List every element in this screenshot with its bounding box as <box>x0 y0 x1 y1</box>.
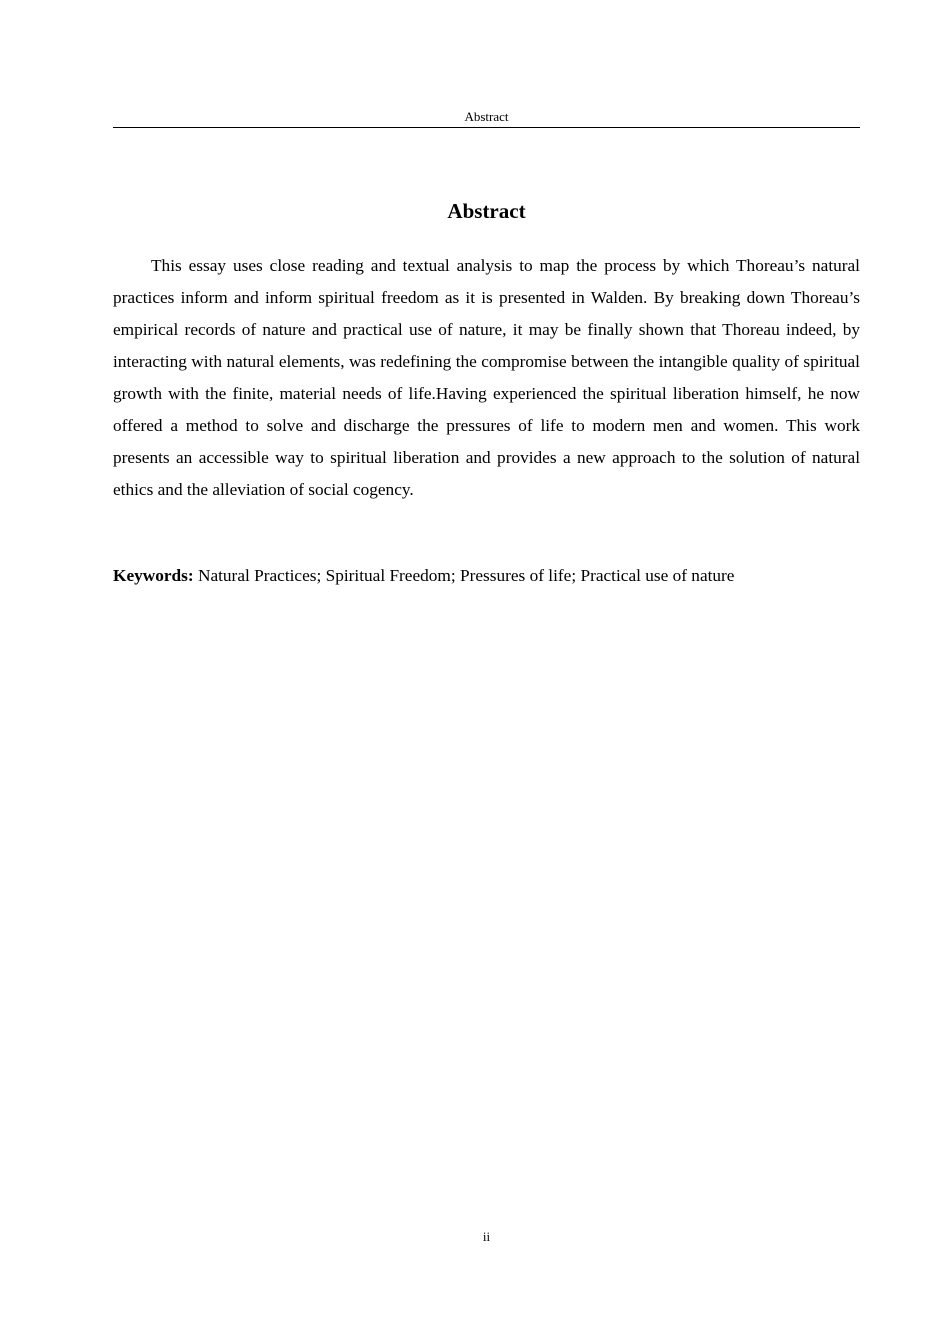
keywords-list: Natural Practices; Spiritual Freedom; Pressures of life; Practical use of nature <box>197 566 735 585</box>
keywords-line <box>113 561 860 591</box>
keywords-label: Keywords: <box>113 566 194 585</box>
abstract-body: This essay uses close reading and textual analysis to map the process by which Thoreau’s natural practices inform and inform spiritual freedom as it is presented in Walden. By breaking down Thoreau’s empirical records of nature and practical use of nature, it may be finally shown that Thoreau indeed, by interacting with natural elements, was redefining the compromise between the intangible quality of spiritual growth with the finite, material needs of life.Having experienced the spiritual liberation himself, he now offered a method to solve and discharge the pressures of life to modern men and women. This work presents an accessible way to spiritual liberation and provides a new approach to the solution of natural ethics and the alleviation of social cogency. <box>113 256 860 499</box>
page-title: Abstract <box>447 199 526 223</box>
running-header-title: Abstract <box>464 109 509 124</box>
page-number: ii <box>482 1229 491 1244</box>
running-header <box>113 108 860 128</box>
